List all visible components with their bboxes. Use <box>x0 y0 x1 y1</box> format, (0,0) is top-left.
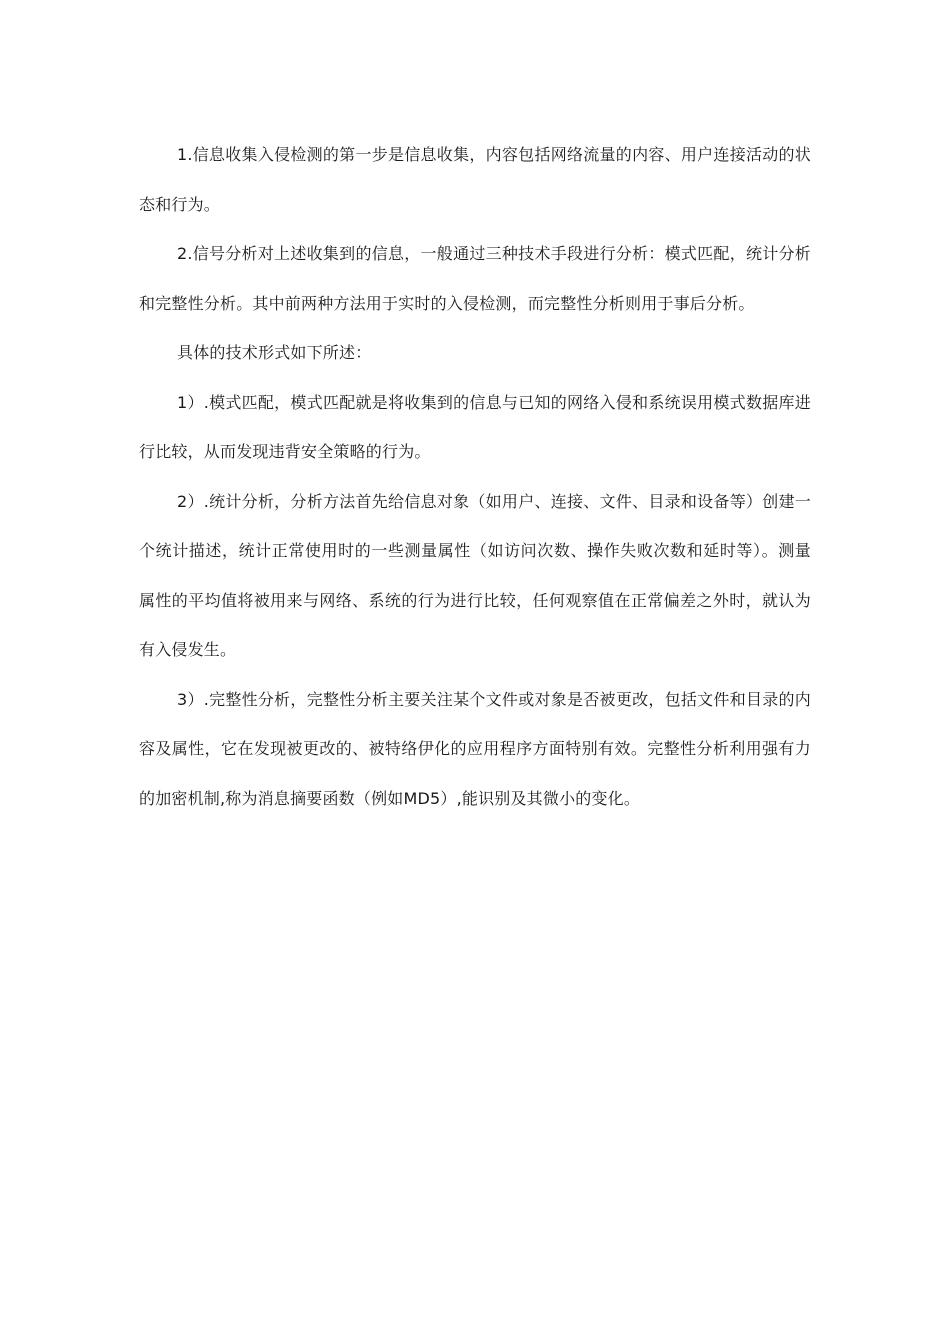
paragraph-intro-techniques: 具体的技术形式如下所述： <box>177 343 372 362</box>
paragraph-pattern-matching: 1）.模式匹配，模式匹配就是将收集到的信息与已知的网络入侵和系统误用模式数据库进行比较，从而发现违背安全策略的行为。 <box>139 392 811 461</box>
paragraph-signal-analysis: 2.信号分析对上述收集到的信息，一般通过三种技术手段进行分析：模式匹配，统计分析和完整性分析。其中前两种方法用于实时的入侵检测，而完整性分析则用于事后分析。 <box>139 244 811 313</box>
document-body <box>139 130 811 823</box>
paragraph-info-collection: 1.信息收集入侵检测的第一步是信息收集，内容包括网络流量的内容、用户连接活动的状态和行为。 <box>139 145 811 214</box>
paragraph-integrity-analysis: 3）.完整性分析，完整性分析主要关注某个文件或对象是否被更改，包括文件和目录的内容及属性，它在发现被更改的、被特络伊化的应用程序方面特别有效。完整性分析利用强有力的加密机制,称为消息摘要函数（例如MD5）,能识别及其微小的变化。 <box>139 689 811 808</box>
paragraph-statistical-analysis: 2）.统计分析，分析方法首先给信息对象（如用户、连接、文件、目录和设备等）创建一个统计描述，统计正常使用时的一些测量属性（如访问次数、操作失败次数和延时等）。测量属性的平均值将被用来与网络、系统的行为进行比较，任何观察值在正常偏差之外时，就认为有入侵发生。 <box>139 491 811 659</box>
